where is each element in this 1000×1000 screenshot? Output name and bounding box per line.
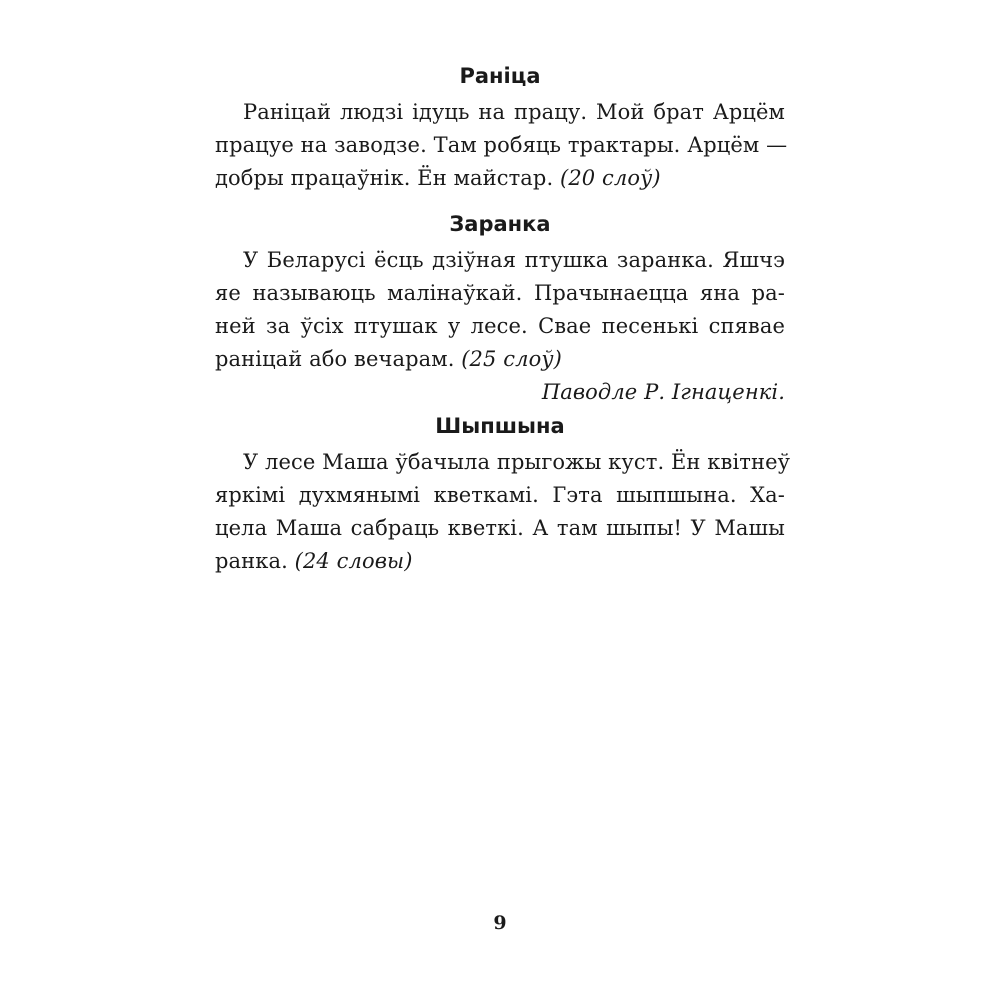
text-line-content: ранка. <box>215 549 295 573</box>
section-title: Заранка <box>449 212 551 236</box>
text-line-last <box>215 162 785 195</box>
text-line: яе называюць малінаўкай. Прачынаецца яна ра- <box>215 281 785 305</box>
text-line: яркімі духмянымі кветкамі. Гэта шыпшына. Ха- <box>215 483 785 507</box>
text-line-content: раніцай або вечарам. <box>215 347 462 371</box>
text-section-ranitsa <box>215 62 788 195</box>
word-count: (20 слоў) <box>560 166 661 190</box>
text-line: У лесе Маша ўбачыла прыгожы куст. Ён квітнеў <box>243 450 791 474</box>
text-line: У Беларусі ёсць дзіўная птушка заранка. Яшчэ <box>243 248 785 272</box>
text-line-last <box>215 343 785 376</box>
page-number: 9 <box>493 912 507 934</box>
text-line: ней за ўсіх птушак у лесе. Свае песенькі спявае <box>215 314 785 338</box>
word-count: (25 слоў) <box>461 347 562 371</box>
word-count: (24 словы) <box>294 549 413 573</box>
text-line-content: добры працаўнік. Ён майстар. <box>215 166 561 190</box>
section-title: Раніца <box>459 64 541 88</box>
text-section-zaranka <box>215 210 785 409</box>
text-line: працуе на заводзе. Там робяць трактары. Арцём — <box>215 133 788 157</box>
attribution: Паводле Р. Ігнаценкі. <box>541 380 785 404</box>
text-line-last <box>215 545 785 578</box>
text-section-shypshyna <box>215 412 791 578</box>
text-line: Раніцай людзі ідуць на працу. Мой брат Арцём <box>243 100 785 124</box>
section-title: Шыпшына <box>435 414 565 438</box>
text-line: цела Маша сабраць кветкі. А там шыпы! У Машы <box>215 516 785 540</box>
